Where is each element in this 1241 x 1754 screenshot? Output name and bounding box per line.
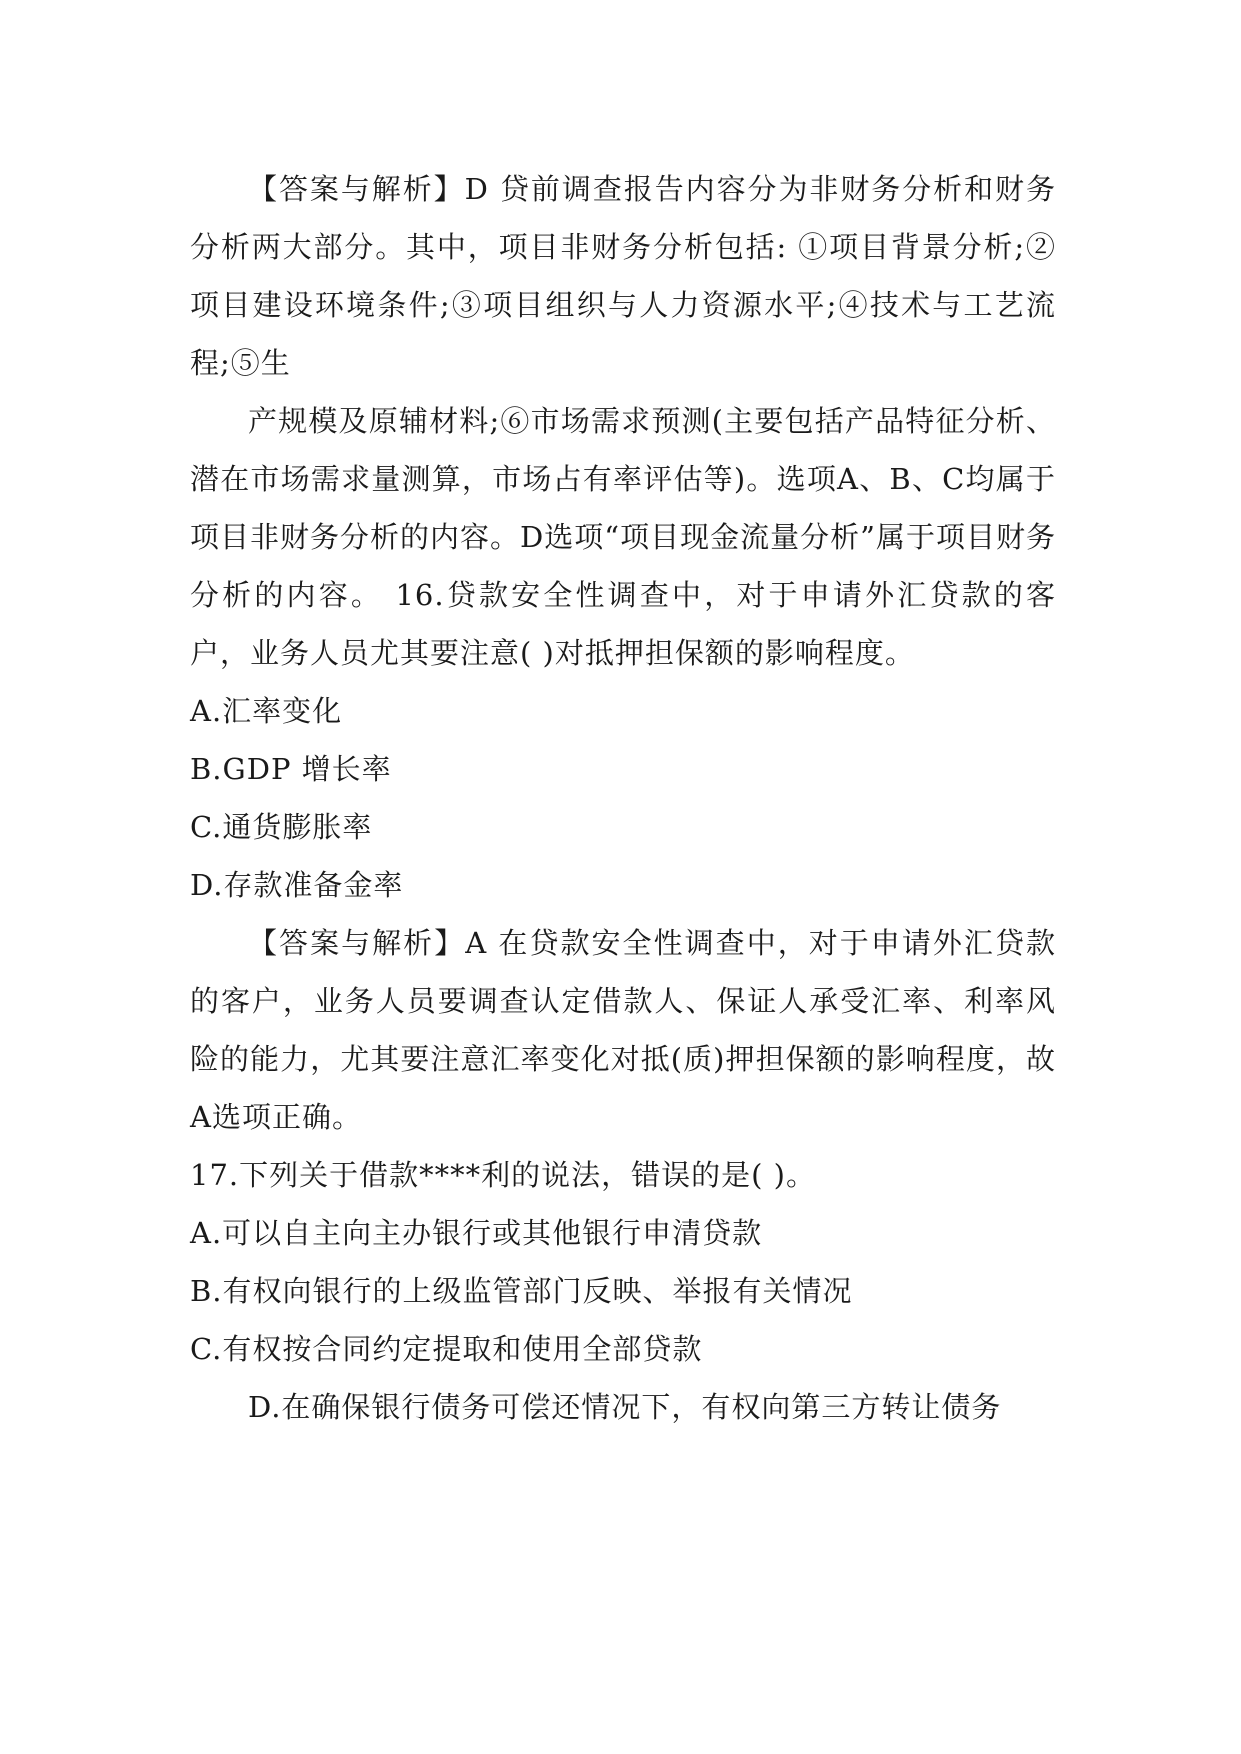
answer-analysis-15-part2-question-16: 产规模及原辅材料;⑥市场需求预测(主要包括产品特征分析、潜在市场需求量测算，市场占有率评估等)。选项A、B、C均属于项目非财务分析的内容。D选项“项目现金流量分析”属于项目财务分析的内容。 16.贷款安全性调查中，对于申请外汇贷款的客户，业务人员尤其要注意( )对抵押担保额的影响程度。 [190, 404, 1056, 670]
q17-option-a: A.可以自主向主办银行或其他银行申清贷款 [190, 1216, 763, 1250]
q16-option-d: D.存款准备金率 [190, 868, 404, 902]
q17-option-b: B.有权向银行的上级监管部门反映、举报有关情况 [190, 1274, 853, 1308]
q17-option-c: C.有权按合同约定提取和使用全部贷款 [190, 1332, 703, 1366]
q17-option-d: D.在确保银行债务可偿还情况下，有权向第三方转让债务 [248, 1390, 1002, 1424]
question-17: 17.下列关于借款****利的说法，错误的是( )。 [190, 1158, 816, 1192]
q16-option-a: A.汇率变化 [190, 694, 343, 728]
q16-option-c: C.通货膨胀率 [190, 810, 373, 844]
document-body [190, 160, 1056, 1436]
answer-analysis-15-part1: 【答案与解析】D 贷前调查报告内容分为非财务分析和财务分析两大部分。其中，项目非财务分析包括: ①项目背景分析;②项目建设环境条件;③项目组织与人力资源水平;④技术与工艺流程;⑤生 [190, 172, 1056, 380]
answer-analysis-16: 【答案与解析】A 在贷款安全性调查中，对于申请外汇贷款的客户，业务人员要调查认定借款人、保证人承受汇率、利率风险的能力，尤其要注意汇率变化对抵(质)押担保额的影响程度，故A选项正确。 [190, 926, 1056, 1134]
q16-option-b: B.GDP 增长率 [190, 752, 392, 786]
